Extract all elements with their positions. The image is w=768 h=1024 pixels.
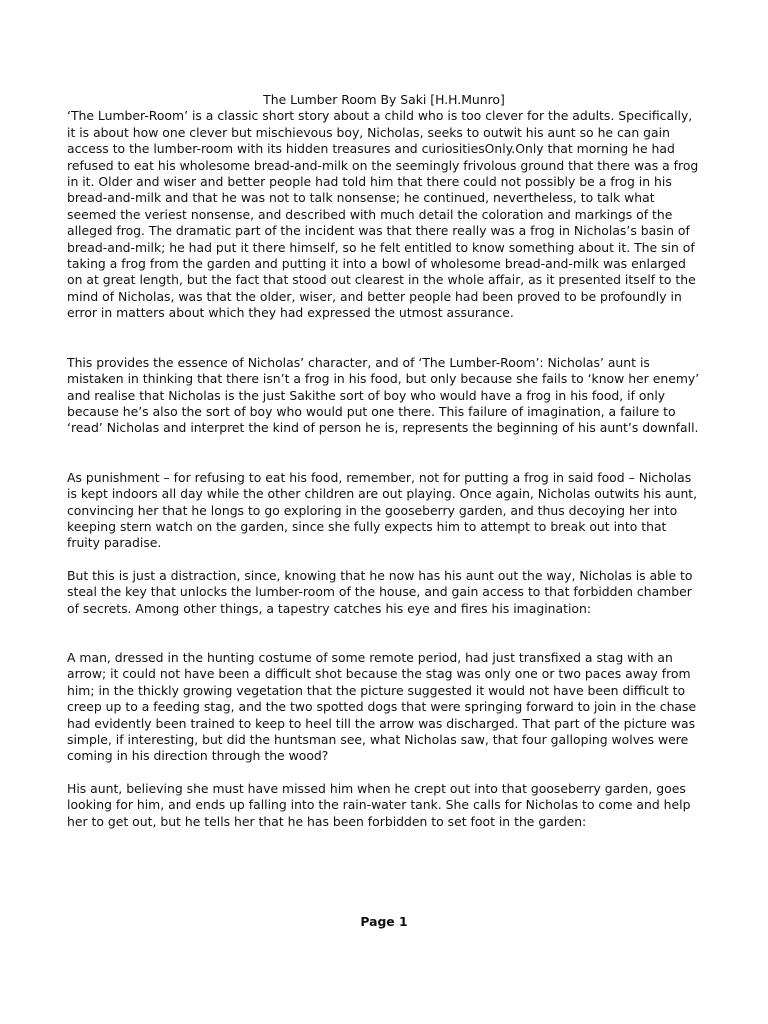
paragraph-punishment: As punishment – for refusing to eat his food, remember, not for putting a frog in said food – Nicholas is kept indoors all day while the other children are out playing. Once again, Nicholas outwits his aunt, convincing her that he longs to go exploring in the gooseberry garden, and thus decoying her into keeping stern watch on the garden, since she fully expects him to attempt to break out into that fruity paradise. xyxy=(67,469,698,551)
document-body xyxy=(67,92,701,830)
paragraph-intro: ‘The Lumber-Room’ is a classic short story about a child who is too clever for the adults. Specifically, it is about how one clever but mischievous boy, Nicholas, seeks to outwit his aunt so he can gain access to the lumber-room with its hidden treasures and curiositiesOnly.Only that morning he had refused to eat his wholesome bread-and-milk on the seemingly frivolous ground that there was a frog in it. Older and wiser and better people had told him that there could not possibly be a frog in his bread-and-milk and that he was not to talk nonsense; he continued, nevertheless, to talk what seemed the veriest nonsense, and described with much detail the coloration and markings of the alleged frog. The dramatic part of the incident was that there really was a frog in Nicholas’s basin of bread-and-milk; he had put it there himself, so he felt entitled to know something about it. The sin of taking a frog from the garden and putting it into a bowl of wholesome bread-and-milk was enlarged on at great length, but the fact that stood out clearest in the whole affair, as it presented itself to the mind of Nicholas, was that the older, wiser, and better people had been proved to be profoundly in error in matters about which they had expressed the utmost assurance. xyxy=(67,108,699,321)
paragraph-essence: This provides the essence of Nicholas’ character, and of ‘The Lumber-Room’: Nicholas’ aunt is mistaken in thinking that there isn’t a frog in his food, but only because she fails to ‘know her enemy’ and realise that Nicholas is the just Sakithe sort of boy who would have a frog in his food, if only because he’s also the sort of boy who would put one there. This failure of imagination, a failure to ‘read’ Nicholas and interpret the kind of person he is, represents the beginning of his aunt’s downfall. xyxy=(67,354,700,436)
paragraph-aunt-tank: His aunt, believing she must have missed him when he crept out into that gooseberry garden, goes looking for him, and ends up falling into the rain-water tank. She calls for Nicholas to come and help her to get out, but he tells her that he has been forbidden to set foot in the garden: xyxy=(67,780,691,829)
document-title: The Lumber Room By Saki [H.H.Munro] xyxy=(263,92,505,107)
page-number: Page 1 xyxy=(360,914,408,929)
paragraph-distraction: But this is just a distraction, since, knowing that he now has his aunt out the way, Nicholas is able to steal the key that unlocks the lumber-room of the house, and gain access to that forbidden chamber of secrets. Among other things, a tapestry catches his eye and fires his imagination: xyxy=(67,567,693,616)
paragraph-tapestry-quote: A man, dressed in the hunting costume of some remote period, had just transfixed a stag with an arrow; it could not have been a difficult shot because the stag was only one or two paces away from him; in the thickly growing vegetation that the picture suggested it would not have been difficult to creep up to a feeding stag, and the two spotted dogs that were springing forward to join in the chase had evidently been trained to keep to heel till the arrow was discharged. That part of the picture was simple, if interesting, but did the huntsman see, what Nicholas saw, that four galloping wolves were coming in his direction through the wood? xyxy=(67,649,697,764)
